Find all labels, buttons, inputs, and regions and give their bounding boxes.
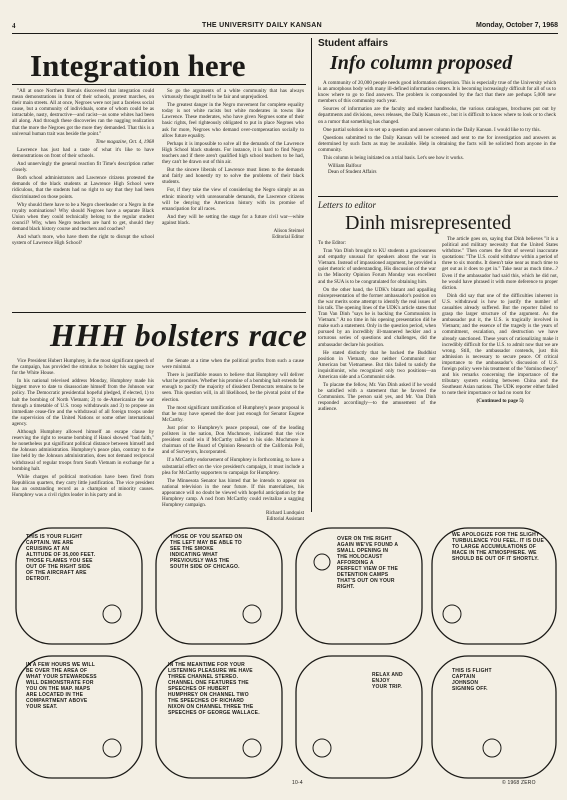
signature-name: Richard Lundquist	[265, 510, 304, 517]
letter-salutation: To the Editor:	[318, 240, 347, 246]
hhh-signature	[162, 510, 304, 522]
integration-headline: Integration here	[30, 48, 246, 83]
letter-paragraph: On the other hand, the UDK's blatant and appalling misrepresentation of the former ambassador's position on the war merits some attempt to identify the real issues of his talk. The opening lines of the UDK's article states that Tran Van Dinh "says he is backing the Communists in Vietnam." At no time in his opening presentation did he make such a statement. Only in the question period, when pursued by an incredibly ill-mannered heckler and a torturous series of questions and challenges, did the ambassador declare his position.	[318, 286, 436, 348]
cartoon-caption: WE APOLOGIZE FOR THE SLIGHT TURBULENCE YOU FEEL. IT IS DUE TO LARGE ACCUMULATIONS OF MACE IN THE ATMOSPHERE. WE SHOULD BE OUT OF IT SHORTLY.	[452, 532, 545, 562]
info-paragraph: Sources of information are the faculty and student handbooks, the various catalogues, brochures put out by departments and divisions, news releases, the Daily Kansan etc., but it is difficult to know where to look or to check on a rumor that something has changed.	[318, 106, 556, 125]
integration-paragraph: Lawrence has just had a taste of what it's like to have demonstrations on front of their schools.	[12, 146, 154, 159]
letter-paragraph: Dinh did say that one of the difficulties inherent in U.S. withdrawal is how to justify the number of casualties already suffered. But the reporter failed to grasp the larger structure of the argument. As the ambassador put it, the U.S. is tragically involved in Vietnam; and the essence of the tragedy is the years of commitment, escalation, and destruction we have already sanctioned. These years of rationalizing make it incredibly difficult for the U.S. to admit now that we are wrong. Still, the ambassador contends, just this admission is necessary to secure peace. Of critical importance to the ambassador's discussion of U.S. foreign policy were his treatment of the "domino theory" and his remarks concerning the importance of the tributary system existing between China and the Southeast Asian nations. The UDK reporter either failed to note their importance or had no room for	[442, 292, 558, 397]
editorial-cartoon	[12, 522, 558, 790]
hhh-paragraph: In his national televised address Monday, Humphrey made his biggest move to date to disassociate himself from the Johnson war policy. The Democratic presidential hopeful pledged, if elected, 1) to halt the bombing of North Vietnam; 2) to de-Americanize the war through a timetable of U.S. troop withdrawals and 3) to propose an immediate cease-fire and the withdrawal of all foreign troops under the supervision of the United Nations or some other international agency.	[12, 378, 154, 427]
integration-paragraph: The greatest danger in the Negro movement for complete equality today is not white racists but white moderates in towns like Lawrence. These moderates, who have given Negroes some of their basic rights, feel righteously obligated to put in place Negroes who ask for more, Negroes who demand over-compensation socially to allow future equality.	[162, 102, 304, 139]
student-affairs-kicker: Student affairs	[318, 38, 389, 49]
cartoon-caption: RELAX AND ENJOY YOUR TRIP.	[372, 672, 403, 690]
integration-column-1	[12, 88, 154, 248]
dinh-headline: Dinh misrepresented	[345, 212, 512, 234]
info-paragraph: This column is being initiated on a trial basis. Let's see how it works.	[323, 155, 464, 162]
hhh-paragraph: the Senate at a time when the political profits from such a cause were minimal.	[162, 358, 304, 371]
letter-paragraph: The article goes on, saying that Dinh believes "it is a political and military necessity that the United States withdraw." Then comes the first of several inaccurate quotations: "The U.S. could withdraw within a period of three to six months. It doesn't take near as much time to get out as it does to get in." Take near as much time...? Even if the ambassador had said this, which he did not, he would have phrased it with more deference to proper diction.	[442, 236, 558, 291]
hhh-paragraph: Although Humphrey allowed himself an escape clause by reserving the right to resume bombing if Hanoi showed "bad faith," he nonetheless put significant political distance between himself and the Johnson administration. Humphrey's peace plan, contrary to the line held by the Johnson administration, does not demand reciprocal withdrawal of regular troops from South Vietnam in exchange for a bombing halt.	[12, 429, 154, 472]
column-divider	[311, 38, 312, 512]
continued-note: (Continued to page 5)	[476, 398, 524, 405]
publication-name: THE UNIVERSITY DAILY KANSAN	[202, 22, 322, 29]
letter-paragraph: Tran Van Dinh brought to KU students a graciousness and empathy unusual for speakers about the war in Vietnam. Instead of impassioned argument, he provided a quiet rhetoric of understanding. His discussion of the war in the Minority Opinion Forum Monday was excellent and the SUA is to be congratulated for obtaining him.	[318, 248, 436, 285]
passenger-face	[443, 605, 461, 623]
headline-rule	[12, 84, 306, 85]
hhh-column-2	[162, 358, 304, 522]
cartoon-caption: IN A FEW HOURS WE WILL BE OVER THE AREA OF WHAT YOUR STEWARDESS WILL DEMONSTRATE FOR YOU ON THE MAP. MAPS ARE LOCATED IN THE COMPARTMENT ABOVE YOUR SEAT.	[26, 662, 97, 710]
passenger-face	[314, 554, 330, 570]
hhh-headline: HHH bolsters race	[50, 317, 308, 353]
signature-name: Alison Steimel	[273, 227, 304, 234]
integration-paragraph: But the sincere liberals of Lawrence must listen to the demands and fairly and honestly try to solve the problems of their black students.	[162, 167, 304, 186]
info-paragraph: Questions submitted to the Daily Kansan will be screened and sent to me for investigation and answers as determined by such facts as may be available. Help in obtaining the facts will be solicited from anyone in the community.	[318, 134, 556, 153]
passenger-face	[483, 739, 501, 757]
letter-column-1	[318, 240, 436, 415]
passenger-face	[243, 605, 261, 623]
masthead	[12, 22, 558, 34]
integration-paragraph: And unnervingly the general reaction fit Time's description rather closely.	[12, 161, 154, 174]
integration-paragraph: Perhaps it is impossible to solve all the demands of the Lawrence High School black students. For instance, it is hard to find Negro teachers and if there aren't qualified high school teachers to be had, they can't be drawn out of thin air.	[162, 140, 304, 166]
hhh-paragraph: The most significant ramification of Humphrey's peace proposal is that he may have opened the door just enough for Senator Eugene McCarthy.	[162, 404, 304, 423]
cartoon-caption: OVER ON THE RIGHT AGAIN WE'VE FOUND A SMALL OPENING IN THE HOLOCAUST AFFORDING A PERFECT VIEW OF THE DETENTION CAMPS THAT'S OUT ON YOUR RIGHT.	[337, 536, 399, 590]
passenger-face	[103, 605, 121, 623]
info-paragraph: A community of 20,000 people needs good information dispersion. This is especially true of the University which is an amorphous body with many ill-defined information centers. It is becoming increasingly difficult for all of us to know where to go to find answers. The problem is compounded by the fact that there are perhaps 5,000 new members of this community each year.	[318, 80, 556, 105]
letters-kicker: Letters to editor	[318, 200, 376, 210]
issue-date: Monday, October 7, 1968	[476, 22, 558, 29]
passenger-face	[243, 739, 261, 757]
passenger-face	[313, 739, 331, 757]
info-signature	[318, 163, 556, 175]
signature-title: Editorial Editor	[272, 234, 304, 241]
cartoon-caption: THIS IS FLIGHT CAPTAIN JOHNSON SIGNING OFF.	[452, 668, 492, 692]
integration-paragraph: And what's more, who have them the right to disrupt the school system of Lawrence High School?	[12, 234, 154, 247]
cartoon-credit: © 1968 ZERO	[502, 780, 536, 786]
integration-paragraph: So go the arguments of a white community that has always virtuously thought itself to be fair and unprejudiced.	[162, 88, 304, 101]
letter-column-2	[442, 236, 558, 405]
integration-column-2	[162, 88, 304, 240]
hhh-paragraph: If a McCarthy endorsement of Humphrey is forthcoming, to have a substantial effect on the vice president's campaign, it must include a plea for McCarthy supporters to campaign for Humphrey.	[162, 457, 304, 476]
integration-paragraph: And they will be setting the stage for a future civil war—white against black.	[162, 213, 304, 226]
integration-paragraph: Why should there have to be a Negro cheerleader or a Negro in the royalty nominations? Why should Negroes have a separate Black Union when they could technically belong to the regular student council? Why, when Negro teachers are hard to get, should they demand black history course and teachers and coaches?	[12, 201, 154, 232]
signature-title: Dean of Student Affairs	[328, 169, 377, 176]
page-number: 4	[12, 22, 16, 30]
cartoon-caption: THOSE OF YOU SEATED ON THE LEFT MAY BE ABLE TO SEE THE SMOKE INDICATING WHAT PREVIOUSLY WAS THE SOUTH SIDE OF CHICAGO.	[170, 534, 243, 570]
hhh-paragraph: Just prior to Humphrey's peace proposal, one of the leading pollsters in the nation, Don Muchmore, indicated that the vice president could win if McCarthy rallied to his side. Muchmore is chairman of the Board of Opinion Research of the California Poll, and of Surveyors, Incorporated.	[162, 424, 304, 456]
info-column-headline: Info column proposed	[330, 52, 513, 74]
cartoon-date-mark: 10-4	[292, 780, 303, 786]
section-rule	[318, 196, 558, 197]
cartoon-caption: THIS IS YOUR FLIGHT CAPTAIN. WE ARE CRUISING AT AN ALTITUDE OF 35,000 FEET. THOSE FLAMES YOU SEE OUT OF THE RIGHT SIDE OF THE AIRCRAFT ARE DETROIT.	[26, 534, 96, 582]
signature-name: William Balfour	[328, 163, 362, 170]
integration-signature	[162, 228, 304, 240]
hhh-paragraph: While charges of political motivation have been fired from Republican quarters, they carry little justification. The vice president has an outstanding record as a champion of minority causes. Humphrey was a civil rights leader in his party and in	[12, 473, 154, 498]
hhh-paragraph: Vice President Hubert Humphrey, in the most significant speech of the campaign, has provided the stimulus to bolster his sagging race for the White House.	[12, 358, 154, 377]
section-rule	[12, 312, 306, 313]
info-column-body	[318, 80, 556, 175]
hhh-paragraph: The Minnesota Senator has hinted that he intends to appear on national television in the near future. If this materializes, his appearance will no doubt be viewed with hopeful anticipation by the Humphrey camp. A nod from McCarthy could revitalize a sagging Humphrey campaign.	[162, 477, 304, 509]
signature-title: Editorial Assistant	[266, 516, 304, 523]
hhh-column-1	[12, 358, 154, 500]
passenger-face	[103, 739, 121, 757]
letter-paragraph: To placate the fellow, Mr. Van Dinh asked if he would be satisfied with a statement that he favored the Communists. The person said yes, and Mr. Van Dinh responded accordingly—to the amusement of the audience.	[318, 382, 436, 413]
integration-paragraph: For, if they take the view of considering the Negro simply as an ethnic minority with unreasonable demands, the Lawrence citizens will be denying the American history with its promise of emancipation for all races.	[162, 187, 304, 212]
letter-paragraph: He stated distinctly that he backed the Buddhist position in Vietnam, one neither Communist nor American but Vietnamese. But this failed to satisfy the inquisitionist, who recognized only two positions—an American side and a Communist side.	[318, 349, 436, 380]
integration-paragraph: Both school administrators and Lawrence citizens protested the demands of the black students at Lawrence High School were ridiculous, that the students had no right to say that they had been discriminated on those points.	[12, 175, 154, 200]
cartoon-caption: IN THE MEANTIME FOR YOUR LISTENING PLEASURE WE HAVE THREE CHANNEL STEREO. CHANNEL ONE FEATURES THE SPEECHES OF HUBERT HUMPHREY ON CHANNEL TWO THE SPEECHES OF RICHARD NIXON ON CHANNEL THREE THE SPEECHES OF GEORGE WALLACE.	[168, 662, 260, 716]
hhh-paragraph: There is justifiable reason to believe that Humphrey will deliver what he promises. Whether his promise of a bombing halt extends far enough to pacify the majority of dissident Democrats remains to be seen. This question will, in all likelihood, be the pivotal point of the election.	[162, 372, 304, 403]
integration-paragraph: "All at once Northern liberals discovered that integration could mean demonstrations in front of their schools, protest marches, on their main streets. All at once, Negroes were not just a faceless social cause, but a community of individuals, some of whom could be as intractable, nasty, destructive—and racist—as some whites had been all along. And through these discoveries ran the nagging realization that the more the Negroes got the more they demanded. That this is a universal human trait was beside the point."	[12, 88, 154, 137]
info-paragraph: One partial solution is to set up a question and answer column in the Daily Kansan. I would like to try this.	[323, 126, 541, 133]
integration-citation: Time magazine, Oct. 4, 1968	[95, 138, 154, 145]
